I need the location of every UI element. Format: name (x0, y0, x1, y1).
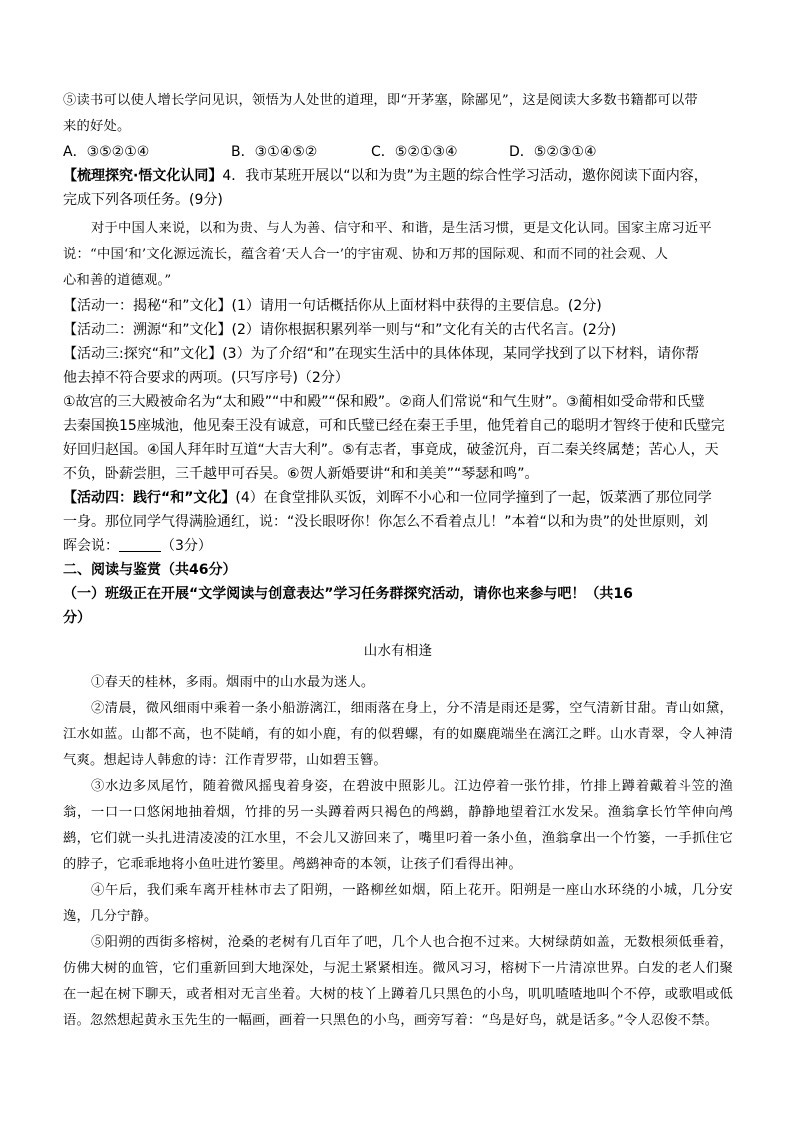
section-2-sub-line2: 分） (63, 610, 91, 626)
activity-4-score: （3分） (161, 538, 212, 554)
option-d[interactable]: D．⑤②③①④ (509, 144, 597, 160)
q3-item5-line1: ⑤读书可以使人增长学问见识，领悟为人处世的道理，即“开茅塞，除鄙见”，这是阅读大多数书籍都可以带 (63, 93, 698, 108)
q4-material-line2: 说：“中国‘和’文化源远流长，蕴含着‘天人合一’的宇宙观、协和万邦的国际观、和而不同的社会观、人 (63, 247, 669, 262)
article-paragraph-1: ①春天的桂林，多雨。烟雨中的山水最为迷人。 (91, 675, 375, 690)
option-a[interactable]: A．③⑤②①④ (63, 144, 150, 160)
materials-line4: 不负，卧薪尝胆，三千越甲可吞吴。⑥贺人新婚要讲“和和美美”“琴瑟和鸣”。 (63, 466, 539, 482)
article-paragraph-3: ③水边多凤尾竹，随着微风摇曳着身姿，在碧波中照影儿。江边停着一张竹排，竹排上蹲着戴着斗笠的渔翁，一口一口悠闲地抽着烟，竹排的另一头蹲着两只褐色的鸬鹚，静静地望着江水发呆。渔翁拿长竹竿伸向鸬鹚，它们就一头扎进清凌凌的江水里，不会儿又游回来了，嘴里叼着一条小鱼，渔翁拿出一个竹篓，一手抓住它的脖子，它乖乖地将小鱼吐进竹篓里。鸬鹚神奇的本领，让孩子们看得出神。 (63, 779, 733, 872)
article-paragraph-5: ⑤阳朔的西街多榕树，沧桑的老树有几百年了吧，几个人也合抱不过来。大树绿荫如盖，无数根须低垂着，仿佛大树的血管，它们重新回到大地深处，与泥土紧紧相连。微风习习，榕树下一片清凉世界。白发的老人们聚在一起在树下聊天，或者相对无言坐着。大树的枝丫上蹲着几只黑色的小鸟，叽叽喳喳地叫个不停，或歌唱或低语。忽然想起黄永玉先生的一幅画，画着一只黑色的小鸟，画旁写着：“鸟是好鸟，就是话多。”令人忍俊不禁。 (63, 935, 733, 1028)
activity-4-line1 (63, 486, 733, 510)
activity-4-line3 (63, 534, 733, 558)
q4-tag: 【梳理探究·悟文化认同】 (63, 168, 223, 184)
activity-4-tag: 【活动四：践行“和”文化】 (63, 490, 236, 506)
option-b[interactable]: B．③①④⑤② (231, 144, 318, 160)
activity-3-line2: 他去掉不符合要求的两项。(只写序号)（2分） (63, 370, 349, 386)
activity-4-prefix: 晖会说： (63, 538, 119, 554)
q4-material-line3: 心和善的道德观。” (63, 273, 172, 288)
materials-line1: ①故宫的三大殿被命名为“太和殿”“中和殿”“保和殿”。②商人们常说“和气生财”。③蔺相如受命带和氏璧 (63, 394, 705, 410)
activity-4-line2: 一身。那位同学气得满脸通红，说：“没长眼呀你！你怎么不看着点儿！”本着“以和为贵”的处世原则，刘 (63, 514, 709, 530)
answer-blank[interactable] (119, 537, 161, 552)
q4-intro-line2: 完成下列各项任务。(9分) (63, 192, 223, 208)
section-2-heading: 二、阅读与鉴赏（共46分） (63, 562, 237, 578)
q3-item5-line2: 来的好处。 (63, 119, 131, 134)
option-c[interactable]: C．⑤②①③④ (371, 144, 458, 160)
activity-4-text: (4）在食堂排队买饭，刘晖不小心和一位同学撞到了一起，饭菜洒了那位同学 (235, 490, 712, 506)
materials-line3: 好回归赵国。④国人拜年时互道“大吉大利”。⑤有志者，事竟成，破釜沉舟，百二秦关终属楚；苦心人，天 (63, 442, 719, 458)
article-title: 山水有相逢 (363, 643, 433, 659)
q3-options (63, 140, 733, 164)
activity-1: 【活动一：揭秘“和”文化】(1）请用一句话概括你从上面材料中获得的主要信息。(2分) (63, 298, 602, 314)
q4-intro-text: 4．我市某班开展以“以和为贵”为主题的综合性学习活动，邀你阅读下面内容， (222, 168, 708, 184)
article-paragraph-2: ②清晨，微风细雨中乘着一条小船游漓江，细雨落在身上，分不清是雨还是雾，空气清新甘甜。青山如黛，江水如蓝。山都不高，也不陡峭，有的如小鹿，有的似碧螺，有的如麋鹿端坐在漓江之畔。山水青翠，令人神清气爽。想起诗人韩愈的诗：江作青罗带，山如碧玉簪。 (63, 701, 733, 768)
activity-3-line1: 【活动三:探究“和”文化】(3）为了介绍“和”在现实生活中的具体体现，某同学找到了以下材料，请你帮 (63, 346, 700, 362)
activity-2: 【活动二：溯源“和”文化】(2）请你根据积累列举一则与“和”文化有关的古代名言。(2分) (63, 322, 617, 338)
materials-line2: 去秦国换15座城池，他见秦王没有诚意，可和氏璧已经在秦王手里，他凭着自己的聪明才智终于使和氏璧完 (63, 418, 725, 434)
q4-material-line1: 对于中国人来说，以和为贵、与人为善、信守和平、和谐，是生活习惯，更是文化认同。国家主席习近平 (91, 221, 712, 236)
q4-intro-line1 (63, 164, 733, 188)
article-paragraph-4: ④午后，我们乘车离开桂林市去了阳朔，一路柳丝如烟，陌上花开。阳朔是一座山水环绕的小城，几分安逸，几分宁静。 (63, 883, 733, 924)
exam-page (63, 88, 733, 1034)
section-2-sub-line1: （一）班级正在开展“文学阅读与创意表达”学习任务群探究活动，请你也来参与吧！（共16 (63, 586, 633, 602)
